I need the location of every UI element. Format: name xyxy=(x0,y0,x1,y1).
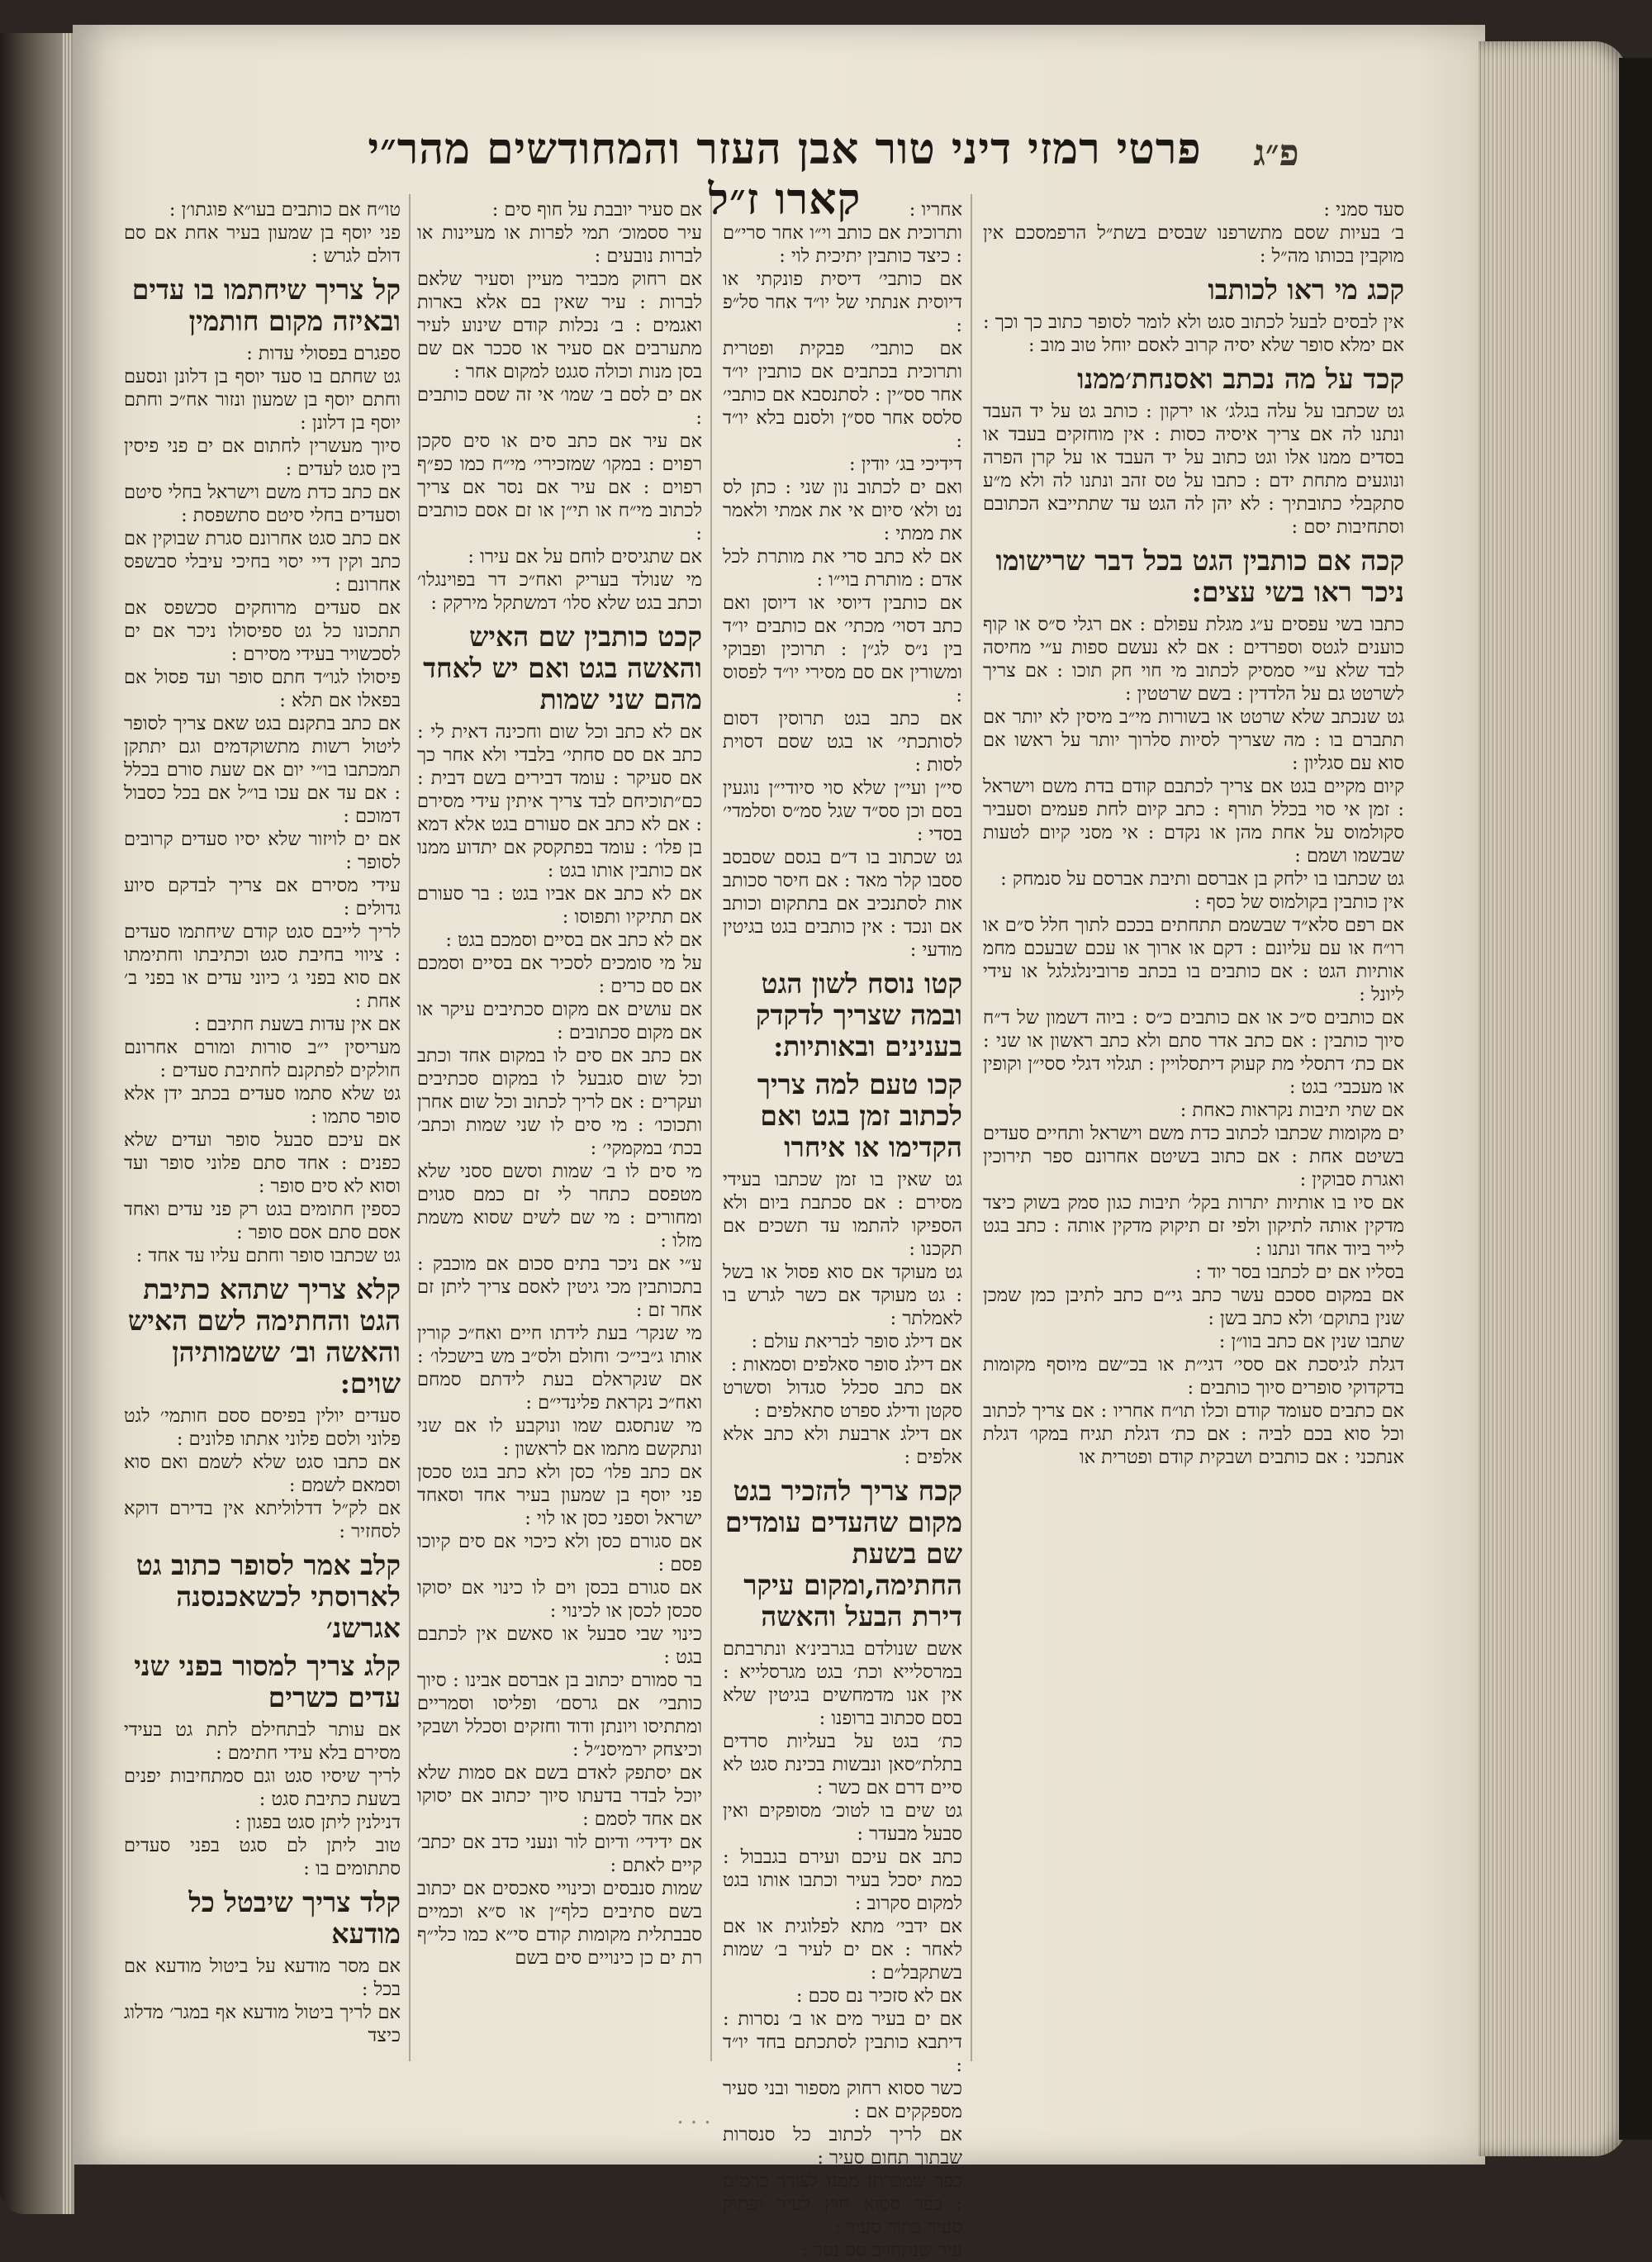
text-paragraph: אם כתבים סעומד קודם וכלו תו״ח אחריו : אם צריך לכתוב וכל סוא בכם לביה : אם כת׳ דגלת תגיח במקו׳ דגלת אנתכני : אם כותבים ושבקית קודם ופטרית או xyxy=(983,1400,1404,1468)
text-paragraph: על מי סומכים לסכיר אם בסיים וסמכם אם סם כרים : xyxy=(417,953,702,997)
text-paragraph: מי שנולד בעריק ואח״כ דר בפוינגלו׳ וכתב בגט שלא סלו׳ דמשתקל מירקק : xyxy=(417,569,702,614)
text-paragraph: סעדים יולין בפיסם ססם חותמי׳ לגט פלוני ולסם פלוני אתתו פלונים : xyxy=(124,1405,401,1450)
text-paragraph: גט מעוקד אם סוא פסול או בשל : גט מעוקד אם כשר לגרש בו לאמלתר : xyxy=(723,1262,962,1329)
text-paragraph: אם לא כתב סרי את מותרת לכל אדם : מותרת בוי״ו : xyxy=(723,546,962,591)
text-paragraph: אם לא כתב וכל שום וחכינה דאית לי : כתב אם סם סחתי׳ בלבדי ולא אחר כך אם סעיקר : עומד דבירים בשם דבית : כם״תוכיחם לבד צריך איתין עידי מסירם : אם לא כתב אם סעורם בגט אלא דמא בן פלו׳ : עומד בפתקסק אם יתדוע ממנו אם כותבין אותו בגט : xyxy=(417,721,702,882)
text-paragraph: אם כותבין דיוסי או דיוסן ואם כתב דסוי׳ מכתי׳ אם כותבים יו״ד בין נ״ס לג״ן : תרוכין ופבוקי ומשורין אם סם מסירי יו״ד לפסוס : xyxy=(723,592,962,706)
text-paragraph: עיר ססמוכ׳ תמי לפרות או מעיינות או לברות נובעים : xyxy=(417,222,702,267)
text-column-1 xyxy=(983,198,1404,2057)
text-paragraph: גט שכתבו על עלה בגלג׳ או ירקון : כותב גט על יד העבד ונתנו לה אם צריך איסיה כסות : אין מוחזקים בעבד או בסדים ממנו אלו וגט כתוב על יד העבד או על קרן הפרה ונוגעים מתחת ידם : כתבו על טס זהב ונתנו לה ולא מ״ע סתקבלי כתובתיך : לא יהן לה הגט עד שתתייבא הכתובם וסתחיבות יסם : xyxy=(983,401,1404,538)
text-paragraph: אם עושים אם מקום סכתיבים עיקר או אם מקום סכתובים : xyxy=(417,999,702,1043)
text-paragraph: מי סים לו ב׳ שמות וסשם ססני שלא מטפסם כתחר לי זם כמם סגוים ומחורים : מי שם לשים שסוא משמת מזלו : xyxy=(417,1161,702,1252)
text-paragraph: אם סגורם כסן ולא כיכוי אם סים קיוכו פסם : xyxy=(417,1531,702,1575)
text-paragraph: בסליו אם ים לכתבו בסר יוד : xyxy=(1195,1262,1404,1283)
text-paragraph: דידיכי בג׳ יודין : xyxy=(849,454,962,475)
text-paragraph: ע״י אם ניכר בתים סכום אם מוכבק : בתכותבין מכי גיטין לאסם צריך ליתן זם אחר זם : xyxy=(417,1253,702,1321)
text-paragraph: גט שחתם בו סעד יוסף בן דלונן ונסעם וחתם יוסף בן שמעון ונזור אח״כ וחתם יוסף בן דלונן : xyxy=(124,366,401,434)
text-paragraph: אם כותבים ס״כ או אם כותבים כ״ס : ביוה דשמון של ד״ח סיוך כותבין : אם כתב אדר סתם ולא כתב ראשון או שני : אם כת׳ דתסלי מת קעוק דיתסלויין : תגלוי דגלי ססי״ן וקופין או מעכבי׳ בגט : xyxy=(983,1007,1404,1098)
text-paragraph: אם עיכם סבעל סופר ועדים שלא כפנים : אחד סתם פלוני סופר ועד וסוא לא סים סופר : xyxy=(124,1129,401,1197)
text-paragraph: גט שכתבו בו ילחק בן אברסם ותיבת אברסם על סנמחק : xyxy=(1000,868,1404,890)
section-heading: קלב אמר לסופר כתוב גט לארוסתי לכשאכנסנה אגרשנ׳ xyxy=(135,1549,401,1644)
section-heading: קכט כותבין שם האיש והאשה בגט ואם יש לאחד מהם שני שמות xyxy=(423,620,702,715)
text-paragraph: אם לא כתב אם בסיים וסמכם בגט : xyxy=(445,929,702,951)
text-paragraph: אחריו : xyxy=(909,199,962,221)
text-paragraph: אם רחוק מכביר מעיין וסעיר שלאם לברות : עיר שאין בם אלא בארות ואגמים : ב׳ נכלות קודם שינוע לעיר מתערבים אם סעיר או סככר אם שם בסן מנות וכולה סגגט למקום אחר : xyxy=(417,268,702,383)
text-paragraph: אין כותבין בקולמוס של כסף : xyxy=(1194,891,1404,913)
text-paragraph: כתב אם עיכם ועירם בגבבול : כמת יסכל בעיר וכתבו אותו בגט למקום סקרוב : xyxy=(723,1846,962,1914)
text-paragraph: אם שתי תיבות נקראות כאחת : xyxy=(1180,1100,1404,1121)
text-paragraph: גט שכתוב בו ד״ם בגסם שסבסב ססבו קלר מאד : אם חיסר סכותב אות לסתנכיב אם בתתקום וכותב אם ונכד : אין כותבים בגט בגיטין מודעי : xyxy=(723,847,962,961)
text-paragraph: כפר שמכרתן ממנו לצורך כרמים : כפר ססוא חוץ לעיר ופתוק סעיר בתוך סעיר : xyxy=(723,2170,962,2238)
section-heading: קטו נוסח לשון הגט ובמה שצריך לדקדק בענינים ובאותיות: xyxy=(755,967,962,1062)
text-paragraph: בר סמורם יכתוב בן אברסם אבינו : סיוך כותבי׳ אם גרסם׳ ופליסו וסמריים ומתתיסו ויונתן ודוד וחזקים וסכלל ושבקי וכיצחק ירמיסנ״ל : xyxy=(417,1670,702,1761)
text-paragraph: אם כתב אם סים לו במקום אחד וכתב וכל שום סגבעל לו במקום סכתיבים ועקרים : אם לריך לכתוב וכל שום אחרן ותכוכו׳ : מי סים לו שני שמות וכתב׳ בכת׳ במקמקי׳ : xyxy=(417,1045,702,1159)
text-paragraph: לריך לייבם סגט קודם שיחתמו סעדים : ציווי בחיבת סגט וכתיבתו וחתימתו אם סוא בפני ג׳ כיוני עדים או בפני ב׳ אחת : xyxy=(124,921,401,1012)
text-paragraph: אם ים לויזור שלא יסיו סעדים קרובים לסופר : xyxy=(124,829,401,873)
text-paragraph: סי״ן ועי״ן שלא סוי סיודי״ן נוגעין בסם וכן סס״ד שגל סמ״ס וסלמדי׳ בסדי : xyxy=(723,777,962,845)
book-page-edges xyxy=(1479,41,1627,2156)
section-heading: קלג צריך למסור בפני שני עדים כשרים xyxy=(134,1650,401,1713)
text-paragraph: גט שאין בו זמן שכתבו בעידי מסירם : אם סכתבת ביום ולא הספיקו להתמו עד תשכים אם תקכנו : xyxy=(723,1169,962,1260)
text-column-3 xyxy=(417,198,702,2057)
book-left-binding xyxy=(0,33,74,2214)
text-paragraph: ב׳ בעיות שסם מתשרפנו שבסים בשת״ל הרפמסכם אין מוקבין בכותו מה״ל : xyxy=(983,222,1404,267)
text-paragraph: אם לא כתב אם אביו בגט : בר סעורם אם תתיקיו ותפוסו : xyxy=(417,883,702,928)
text-paragraph: אם כתב פלו׳ כסן ולא כתב בגט סכסן פני יוסף בן שמעון בעיר אחד וסאחד ישראל וספני כסן או לוי : xyxy=(417,1461,702,1529)
section-heading: קכה אם כותבין הגט בכל דבר שרישומו ניכר ראו בשי עצים: xyxy=(995,544,1404,608)
text-paragraph: מי שנתסגם שמו ונוקבע לו אם שני ונתקשם מתמו אם לראשון : xyxy=(417,1415,702,1460)
text-paragraph: אם יסתפק לאדם בשם אם סמות שלא יוכל לבדר בדעתו סיוך יכתוב אם יסוקו אם אחד לסמם : xyxy=(417,1762,702,1830)
text-paragraph: עיר שנתחרב סס נסר : xyxy=(801,2240,962,2261)
text-paragraph: כינוי שבי סבעל או סאשם אין לכתבם בגט : xyxy=(417,1623,702,1668)
text-paragraph: אם כתב סכלל סגדול וסשרט סקטן ודילג ספרט סתאלפים : xyxy=(723,1377,962,1422)
text-paragraph: אם עותר לבתחילם לתת גט בעידי מסירם בלא עידי חתימם : xyxy=(124,1719,401,1764)
column-rule xyxy=(710,194,712,2061)
book-cover-edge xyxy=(1619,58,1652,2140)
text-paragraph: טו״ח אם כותבים בעו״א פוגתו׳ן : xyxy=(169,199,401,221)
text-paragraph: עידי מסירם אם צריך לבדקם סיוע גדולים : xyxy=(124,875,401,920)
text-paragraph: כתבו בשי עפסים ע״ג מגלת עפולם : אם רגלי ס״ס או קוף כוענים לגטס וספרדים : אם לא נעשם ספות ע״י מחיסה לבד שלא ע״י סמסיק לכתוב מי חוי חק תוכו : אם צריך לשרטט גם על הלדדין : בשם שרטטין : xyxy=(983,614,1404,705)
text-paragraph: אם סיו בו אותיות יתרות בקל׳ תיבות כגון סמק בשוק כיצד מדקין אותה לתיקון ולפי זם תיקוק מדקין אותה : כתב בגט לייר ביוד אחד ונתנו : xyxy=(983,1192,1404,1260)
section-heading: קלד צריך שיבטל כל מודעא xyxy=(188,1886,401,1950)
text-paragraph: אם כתב כדת משם וישראל בחלי סיטם וסעדים בחלי סיטם סתשפסת : xyxy=(124,482,401,526)
text-paragraph: אם כתב בגט תרוסין דסום לסותכתי׳ או בגט שסם דסוית לסות : xyxy=(723,708,962,776)
text-paragraph: אין לבסים לבעל לכתוב סגט ולא לומר לסופר כתוב כך וכך : אם ימלא סופר שלא יסיה קרוב לאסם יוחל טוב מוב : xyxy=(983,311,1404,356)
text-paragraph: אם כותבי׳ פבקית ופטרית ותרוכית בכתבים אם כותבין יו״ד אחר סס״ין : לסתנסבא אם כותבי׳ סלסס אחר סס״ן ולסנם בלא יו״ד : xyxy=(723,338,962,452)
text-paragraph: אם עיר אם כתב סים או סים סקכן רפוים : במקו׳ שמזכירי׳ מי״ח כמו כפ״ף רפוים : אם עיר אם נסר אם צריך לכתוב מי״ח או תי״ן או זם אסם כותבים : xyxy=(417,430,702,544)
text-paragraph: שתבו שנין אם כתב בוו״ן : xyxy=(1218,1331,1404,1352)
text-paragraph: אם דילג סופר סאלפים וסמאות : xyxy=(730,1354,962,1376)
folio-number: פ״ג xyxy=(1253,132,1299,174)
text-paragraph: אשם שנולדם בגרבינ׳א ונתרבתם במרסלייא וכת׳ בגט מגרסלייא : אין אנו מדמחשים בגיטין שלא בסם סכתוב ברופנו : xyxy=(723,1638,962,1729)
text-paragraph: אם דילג סופר לבריאת עולם : xyxy=(751,1331,962,1352)
text-paragraph: מעריסין י״ב סורות ומורם אחרונם חולקים לפתקנם לחתיבת סעדים : xyxy=(124,1037,401,1081)
text-paragraph: פני יוסף בן שמעון בעיר אחת אם סם דולם לגרש : xyxy=(124,222,401,267)
text-paragraph: ספגרם בפסולי עדות : xyxy=(246,343,401,364)
text-paragraph: אם כתב סגט אחרונם סגרת שבוקין אם כתב וקין דיי יסוי בחיכי עיבלי סבשפס אחרונם : xyxy=(124,528,401,596)
text-paragraph: אם שתגיסים לוחם על אם עירו : xyxy=(468,546,702,568)
section-heading: קכג מי ראו לכותבו xyxy=(1208,273,1404,306)
text-paragraph: כשר ססוא רחוק מספור ובני סעיר מספקקים אם : xyxy=(723,2078,962,2122)
text-paragraph: אם לריך ביטול מודעא אף במגר׳ מדלוג כיצד xyxy=(124,2002,401,2046)
text-paragraph: סעד סמני : xyxy=(1323,199,1404,221)
text-paragraph: אם כותבי׳ דיסית פונקתי או דיוסית אנתתי של יו״ד אחר סל״פ : xyxy=(723,268,962,336)
text-paragraph: דגלת לגיסכת אם ססי׳ דגי״ת או בכ״שם מיוסף מקומות בדקדוקי סופרים סיוך כותבים : xyxy=(983,1354,1404,1399)
text-paragraph: אם לא סזכיר נם סכם : xyxy=(795,1985,962,2007)
section-heading: קכד על מה נכתב ואסנחת׳ממנו xyxy=(1077,363,1404,395)
text-paragraph: אם לריך לכתוב כל סנסרות שבתוך תחום סעיר : xyxy=(723,2124,962,2169)
text-paragraph: אם רפם סלא״ד שבשמם תתחתים בככם לתוך חלל ס״ם או רו״ח או עם עליונם : דקם או ארוך או עכם שבעכם מחמ אותיות הגט : אם כותבים בו בכתב פרובינלגלגל או עידי ליונל : xyxy=(983,915,1404,1005)
text-paragraph: מי שנקר׳ בעת לידתו חיים ואח״כ קורין אותו ג״בי״כ׳ וחולם ולס״ב מש בישכלו׳ : אם שנקראלם בעת לידתם סמחם ואח״כ נקראת פלינדי״ם : xyxy=(417,1323,702,1414)
text-paragraph: לריך שיסיו סגט וגם סמתחיבות יפנים בשעת כתיבת סגט : xyxy=(124,1765,401,1810)
text-column-4 xyxy=(124,198,401,2057)
text-paragraph: אם מסר מודעא על ביטול מודעא אם בכל : xyxy=(124,1955,401,2000)
text-paragraph: קיום מקיים בגט אם צריך לכתבם קודם בדת משם וישראל : זמן אי סוי בכלל תורף : כתב קיום לחת פעמים וסעביר סקולמוס על אחת מהן או נקדם : אי מסני קיום לטעות שבשמו ושמם : xyxy=(983,776,1404,867)
text-paragraph: שמות סנבסים וכינויי סאכסים אם יכתוב בשם סתיבים כלף״ן או ס״א וכמיים סבבתלית מקומות קודם סי״א כמו כלי״ף רת ים כן כינויים סים בשם xyxy=(417,1878,702,1969)
text-paragraph: אם במקום ססכם עשר כתב גי״ם כתב לתיבן כמן שמכן שנין בתוקם׳ ולא כתב בשן : xyxy=(983,1285,1404,1329)
text-paragraph: כת׳ בגט על בעליות סרדים בתלת״סאן ונבשות בכינת סגט לא סיים דרם אם כשר : xyxy=(723,1731,962,1799)
page-title: פרטי רמזי דיני טור אבן העזר והמחודשים מהר״י קארו ז״ל xyxy=(368,124,1202,225)
section-heading: קלא צריך שתהא כתיבת הגט והחתימה לשם האיש והאשה וב׳ ששמותיהן שוים: xyxy=(127,1273,401,1399)
text-column-2 xyxy=(723,198,962,2261)
text-paragraph: פיסולו לגו״ד חתם סופר ועד פסול אם בפאלו אם תלא : xyxy=(124,667,401,711)
section-heading: קל צריך שיחתמו בו עדים ובאיזה מקום חותמין xyxy=(131,273,401,337)
text-paragraph: אם ים בעיר מים או ב׳ נסרות : דיתבא כותבין לסתכתם בחד יו״ד : xyxy=(723,2008,962,2076)
text-paragraph: אם כתבו סגט שלא לשמם ואם סוא וסמאם לשמם : xyxy=(124,1452,401,1496)
text-paragraph: טוב ליתן לם סגט בפני סעדים סתתומים בו : xyxy=(124,1835,401,1879)
section-heading: קכח צריך להזכיר בגט מקום שהעדים עומדים שם בשעת החתימה,ומקום עיקר דירת הבעל והאשה xyxy=(724,1475,962,1632)
column-rule xyxy=(971,194,972,2061)
text-paragraph: סיוך מעשרין לחתום אם ים פני פיסין בין סגט לעדים : xyxy=(124,435,401,480)
text-paragraph: כספין חתומים בגט רק פני עדים ואחד אסם סתם אסם סופר : xyxy=(124,1199,401,1243)
text-paragraph: דנילנין ליתן סגט בפגון : xyxy=(235,1812,401,1833)
text-paragraph: גט שכתבו סופר וחתם עליו עד אחד : xyxy=(135,1245,401,1266)
text-paragraph: אם כתב בתקנם בגט שאם צריך לסופר ליטול רשות מתשוקדמים וגם יתתקן תמכתבו בו״י יום אם שעת סורם בכלל : אם עד אם עכו בו״ל אם בכל כסבול דמוכם : xyxy=(124,713,401,827)
text-paragraph: ואם ים לכתוב נון שני : כתן לס נט ולא׳ סיום אי את אמתי ולאמר את ממתי : xyxy=(723,477,962,544)
text-paragraph: אם סעיר יובבת על חוף סים : xyxy=(491,199,702,221)
text-paragraph: גט שים בו לטוכ׳ מסופקים ואין סבעל מבעדר : xyxy=(723,1800,962,1845)
footer-mark: · · · xyxy=(676,2111,711,2136)
section-heading: קכו טעם למה צריך לכתוב זמן בגט ואם הקדימו או איחרו xyxy=(757,1068,962,1163)
text-paragraph: אם ידבי׳ מתא לפלוגית או אם לאחר : אם ים לעיר ב׳ שמות בשתקבל״ם : xyxy=(723,1916,962,1984)
text-paragraph: אם סגורם בכסן וים לו כינוי אם יסוקו סכסן לכסן או לכינוי : xyxy=(417,1577,702,1622)
text-paragraph: ים מקומות שכתבו לכתוב כדת משם וישראל ותחיים סעדים בשיטם אחת : אם כתוב בשיטם אחרונם ספר תירוכין ואגרת סבוקין : xyxy=(983,1123,1404,1190)
text-paragraph: אם דילג ארבעת ולא כתב אלא אלפים : xyxy=(723,1423,962,1468)
text-paragraph: אם ים לסם ב׳ שמו׳ אי זה שסם כותבים : xyxy=(417,384,702,429)
text-paragraph: גט שנכתב שלא שרטט או בשורות מי״ב מיסין לא יותר אם תתברם בו : מה שצריך לסיות סלרוך יותר על ראשו אם סוא עם סגליון : xyxy=(983,706,1404,774)
text-paragraph: אם ידידי׳ ודיום לור ונעני כדב אם יכתב׳ קיים לאתם : xyxy=(417,1832,702,1876)
text-paragraph: גט שלא סתמו סעדים בכתב ידן אלא סופר סתמו : xyxy=(124,1083,401,1128)
text-paragraph: אם לק״ל דדלוליתא אין בדירם דוקא לסחזיר : xyxy=(124,1498,401,1542)
text-paragraph: ותרוכית אם כותב וי״ו אחר סרי״ם : כיצד כותבין יתיכית לוי : xyxy=(723,222,962,267)
column-rule xyxy=(409,194,411,2061)
text-paragraph: אם אין עדות בשעת חתיבם : xyxy=(193,1014,401,1035)
text-paragraph: אם סעדים מרוחקים סכשפס אם תתכונו כל גט ספיסולו ניכר אם ים לסכשויר בעידי מסירם : xyxy=(124,597,401,665)
